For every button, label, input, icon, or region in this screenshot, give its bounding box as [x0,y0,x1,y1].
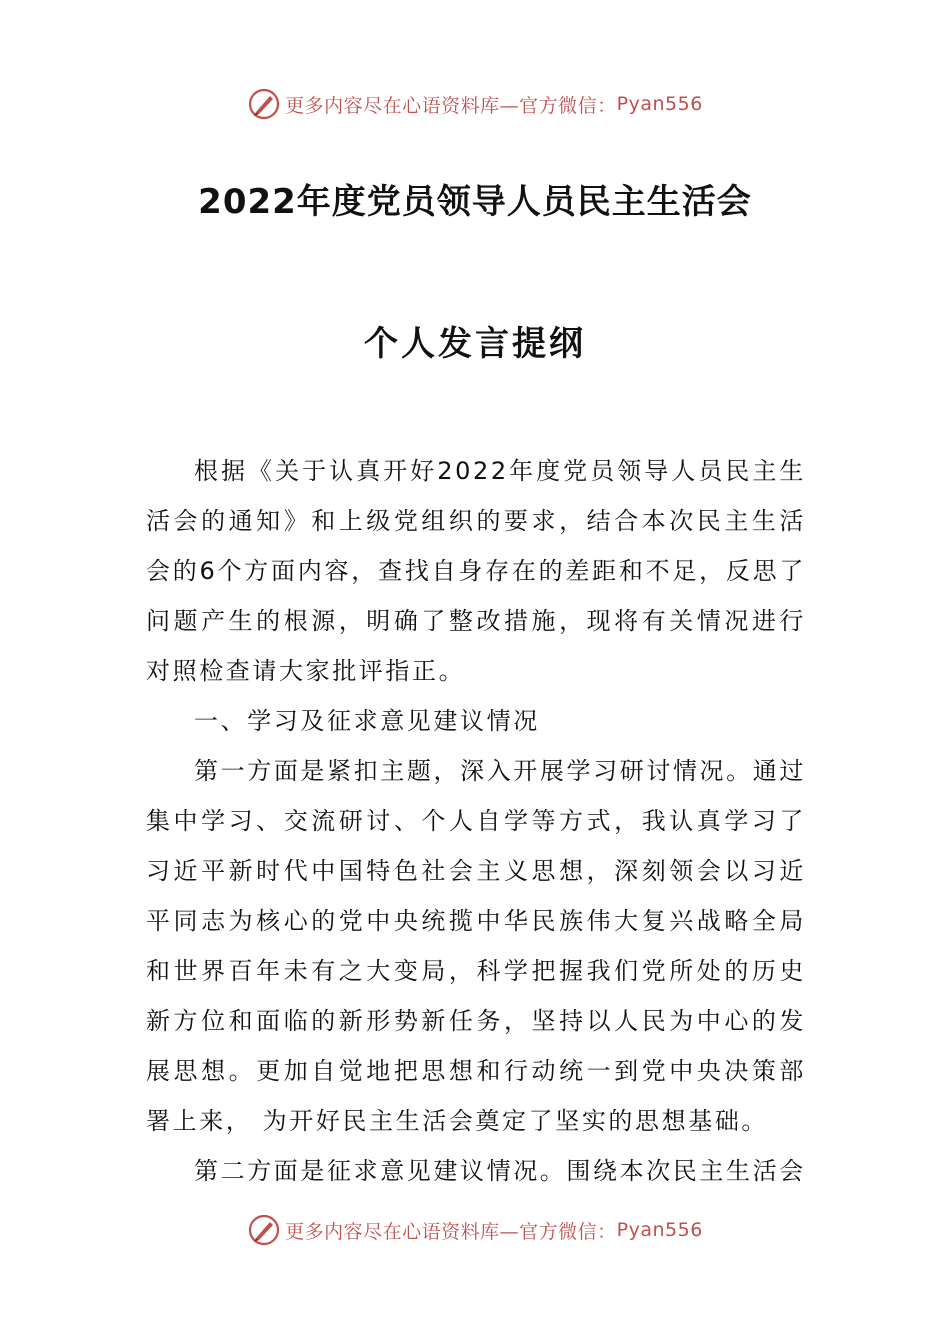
document-title: 2022年度党员领导人员民主生活会 [198,182,752,222]
paragraph-intro: 根据《关于认真开好2022年度党员领导人员民主生活会的通知》和上级党组织的要求，结合本次民主生活会的6个方面内容，查找自身存在的差距和不足，反思了问题产生的根源，明确了整改措施，现将有关情况进行对照检查请大家批评指正。 [146,457,806,685]
paragraph-study: 第一方面是紧扣主题，深入开展学习研讨情况。通过集中学习、交流研讨、个人自学等方式，我认真学习了习近平新时代中国特色社会主义思想，深刻领会以习近平同志为核心的党中央统揽中华民族伟大复兴战略全局和世界百年未有之大变局，科学把握我们党所处的历史新方位和面临的新形势新任务，坚持以人民为中心的发展思想。更加自觉地把思想和行动统一到党中央决策部署上来， 为开好民主生活会奠定了坚实的思想基础。 [146,757,806,1135]
pen-circle-logo-icon [247,1213,281,1247]
section-heading: 一、学习及征求意见建议情况 [194,707,540,735]
watermark-text: 更多内容尽在心语资料库—官方微信： [285,1220,617,1243]
watermark-wechat-id: Pyan556 [616,93,703,115]
watermark-wechat-id: Pyan556 [616,1219,703,1241]
document-subtitle: 个人发言提纲 [364,324,586,364]
watermark-footer [0,1210,950,1250]
document-body [146,446,806,1196]
pen-circle-logo-icon [247,87,281,121]
watermark-text: 更多内容尽在心语资料库—官方微信： [285,94,617,117]
watermark-header [0,84,950,124]
paragraph-feedback: 第二方面是征求意见建议情况。围绕本次民主生活会 [194,1157,806,1185]
